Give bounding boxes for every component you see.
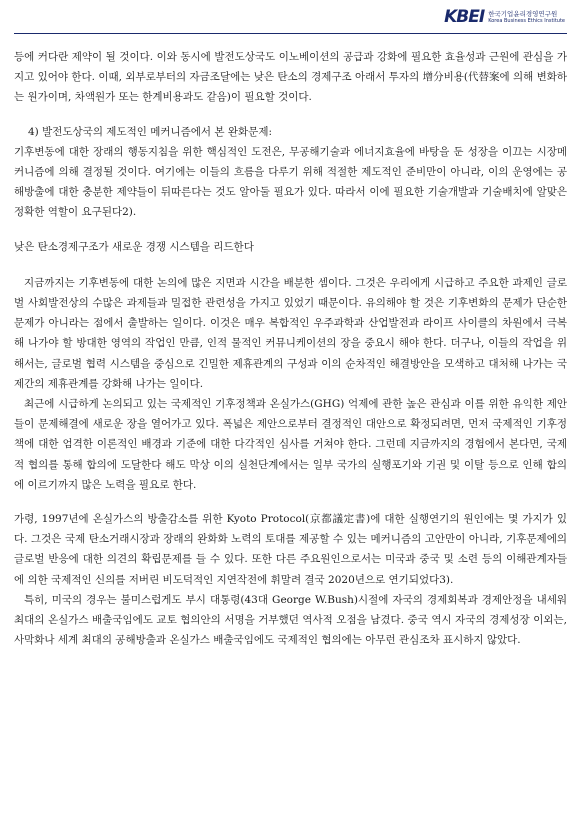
logo-text-english: Korea Business Ethics Institute — [488, 18, 565, 24]
institute-logo — [444, 9, 565, 26]
paragraph-1: 등에 커다란 제약이 될 것이다. 이와 동시에 발전도상국도 이노베이션의 공급과 강화에 필요한 효율성과 근원에 관심을 가지고 있어야 한다. 이때, 외부로부터의 자금조달에는 낮은 탄소의 경제구조 아래서 투자의 增分비용(代替案에 의해 변화하는 원가이며, 차액원가 또는 한계비용과도 같음)이 필요할 것이다. — [14, 51, 567, 104]
paragraph-6: 특히, 미국의 경우는 불미스럽게도 부시 대통령(43대 George W.Bush)시절에 자국의 경제회복과 경제안정을 내세워 최대의 온실가스 배출국임에도 교토 협의안의 서명을 거부했던 역사적 오점을 남겼다. 중국 역시 자국의 경제성장 이외는, 사막화나 세계 최대의 공해방출과 온실가스 배출국임에도 국제적인 협의에는 아무런 관심조차 표시하지 않았다. — [14, 593, 567, 647]
logo-mark: KBEI — [444, 7, 485, 27]
logo-text-korean: 한국기업윤리경영연구원 — [488, 10, 558, 18]
paragraph-2: 기후변동에 대한 장래의 행동지침을 위한 핵심적인 도전은, 무공해기술과 에너지효율에 바탕을 둔 성장을 이끄는 시장메커니즘에 의해 결정될 것이다. 여기에는 이들의 흐름을 다루기 위해 적절한 제도적인 준비만이 아니라, 이의 운영에는 공해방출에 대한 충분한 제약들이 뒤따른다는 것도 알아둘 필요가 있다. 따라서 이에 필요한 기술개발과 기술배치에 알맞은 정확한 역할이 요구된다2). — [14, 145, 567, 219]
logo-text — [488, 10, 565, 25]
section-title: 4) 발전도상국의 제도적인 메커니즘에서 본 완화문제: — [28, 125, 273, 138]
paragraph-5: 가령, 1997년에 온실가스의 방출감소를 위한 Kyoto Protocol(京都議定書)에 대한 실행연기의 원인에는 몇 가지가 있다. 그것은 국제 탄소거래시장과 장래의 완화화 노력의 토대를 제공할 수 있는 메커니즘의 고안만이 아니라, 기후문제에의 글로벌 반응에 대한 의견의 확립문제를 들 수 있다. 또한 다른 주요원인으로서는 미국과 중국 및 소련 등의 이해관계자들에 의한 국제적인 신의를 저버린 비도덕적인 지연작전에 휘말려 결국 2020년으로 연기되었다3). — [14, 513, 567, 586]
paragraph-4: 최근에 시급하게 논의되고 있는 국제적인 기후정책과 온실가스(GHG) 억제에 관한 높은 관심과 이를 위한 유익한 제안들이 문제해결에 새로운 장을 열어가고 있다. 폭넓은 제안으로부터 결정적인 대안으로 확정되려면, 먼저 국제적인 기후정책에 대한 엄격한 이론적인 배경과 기준에 대한 다각적인 심사를 거쳐야 한다. 그런데 지금까지의 경험에서 본다면, 국제적 협의를 통해 합의에 도달한다 해도 막상 이의 실천단계에서는 일부 국가의 실행포기와 기권 및 이탈 등으로 인해 합의에 이르기까지 많은 노력을 필요로 한다. — [14, 398, 567, 491]
paragraph-3: 지금까지는 기후변동에 대한 논의에 많은 지면과 시간을 배분한 셈이다. 그것은 우리에게 시급하고 주요한 과제인 글로벌 사회발전상의 수많은 과제들과 밀접한 관련성을 가지고 있었기 때문이다. 유의해야 할 것은 기후변화의 문제가 단순한 문제가 아니라는 점에서 출발하는 일이다. 이것은 매우 복합적인 우주과학과 산업발전과 라이프 사이클의 차원에서 극복해 나가야 할 방대한 영역의 작업인 만큼, 인적 물적인 커뮤니케이션의 장을 중요시 해야 한다. 더구나, 이들의 작업을 위해서는, 글로벌 협력 시스템을 중심으로 긴밀한 제휴관계의 구성과 이의 순차적인 해결방안을 모색하고 대처해 나가는 국제간의 제휴관계를 강화해 나가는 일이다. — [14, 276, 567, 390]
header-rule — [14, 33, 567, 34]
document-body — [14, 47, 567, 650]
section-heading: 낮은 탄소경제구조가 새로운 경쟁 시스템을 리드한다 — [14, 240, 254, 253]
